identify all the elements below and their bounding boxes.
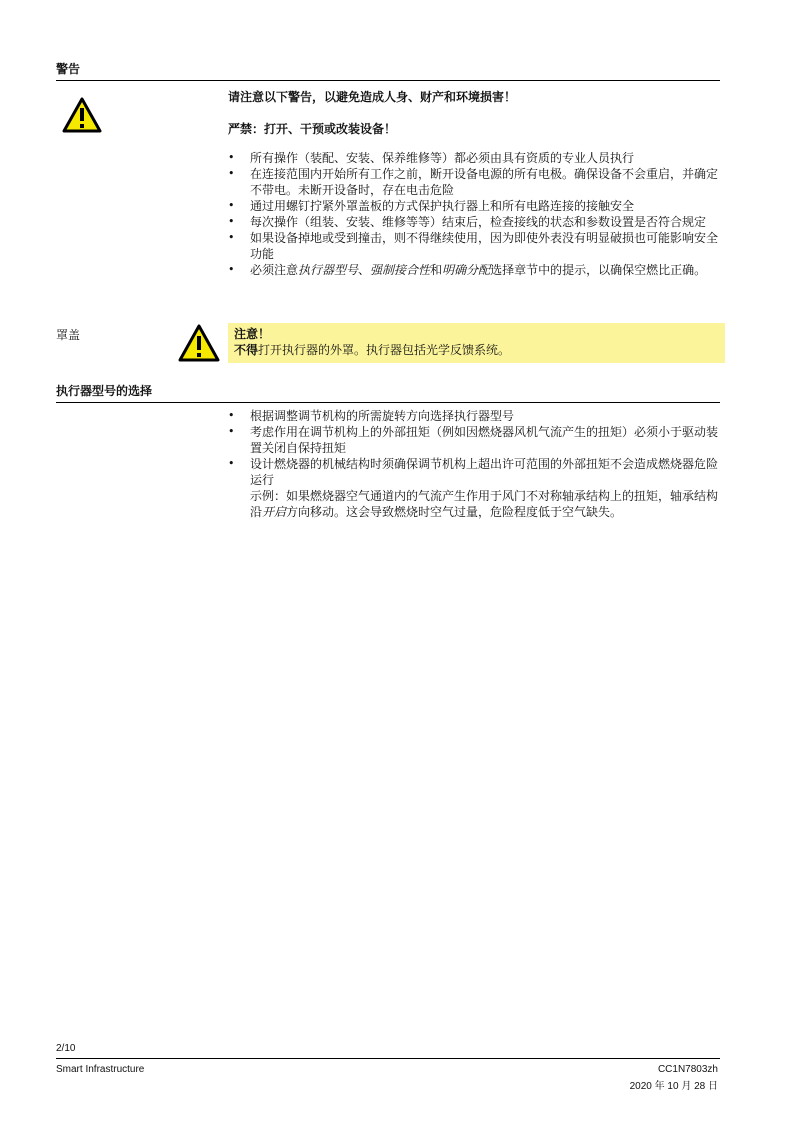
text-run: 选择章节中的提示，以确保空燃比正确。 xyxy=(490,263,707,277)
list-item xyxy=(228,262,718,278)
warning-triangle-icon xyxy=(62,97,102,133)
text-run: 设计燃烧器的机械结构时须确保调节机构上超出许可范围的外部扭矩不会造成燃烧器危险运行 xyxy=(250,457,719,487)
list-item: • 通过用螺钉拧紧外罩盖板的方式保护执行器上和所有电路连接的接触安全 xyxy=(228,198,718,214)
note-body: 打开执行器的外罩。执行器包括光学反馈系统。 xyxy=(258,343,511,357)
note-box xyxy=(228,323,725,363)
list-item: • 在连接范围内开始所有工作之前，断开设备电源的所有电极。确保设备不会重启，并确定不带电。未断开设备时，存在电击危险 xyxy=(228,166,718,198)
emphasis-forced-engagement: 强制接合性 xyxy=(370,263,431,277)
emphasis-actuator-type: 执行器型号 xyxy=(298,263,359,277)
text-run: 、 xyxy=(358,263,371,277)
selection-bullet-list xyxy=(228,408,718,520)
note-text xyxy=(234,342,719,358)
warning-bullet-list xyxy=(228,150,718,278)
warning-triangle-icon xyxy=(178,324,220,362)
section-heading-selection: 执行器型号的选择 xyxy=(56,382,720,403)
list-item: • 每次操作（组装、安装、维修等等）结束后，检查接线的状态和参数设置是否符合规定 xyxy=(228,214,718,230)
prohibited-notice: 严禁：打开、干预或改装设备！ xyxy=(228,122,397,136)
list-item: • 如果设备掉地或受到撞击，则不得继续使用，因为即使外表没有明显破损也可能影响安全功能 xyxy=(228,230,718,262)
list-item: • 考虑作用在调节机构上的外部扭矩（例如因燃烧器风机气流产生的扭矩）必须小于驱动装置关闭自保持扭矩 xyxy=(228,424,718,456)
document-date: 2020 年 10 月 28 日 xyxy=(629,1081,718,1092)
example-text: 方向移动。这会导致燃烧时空气过量，危险程度低于空气缺失。 xyxy=(286,505,623,519)
list-item xyxy=(228,456,718,520)
list-item: • 所有操作（装配、安装、保养维修等）都必须由具有资质的专业人员执行 xyxy=(228,150,718,166)
company-name: Smart Infrastructure xyxy=(56,1064,145,1075)
footer-divider xyxy=(56,1058,720,1059)
cover-label: 罩盖 xyxy=(56,328,81,342)
note-strong: 不得 xyxy=(234,343,259,357)
emphasis-open: 开启 xyxy=(262,505,287,519)
note-title: 注意！ xyxy=(234,327,271,341)
warning-intro: 请注意以下警告，以避免造成人身、财产和环境损害！ xyxy=(228,90,517,104)
section-heading-warning: 警告 xyxy=(56,60,720,81)
document-id: CC1N7803zh xyxy=(657,1064,718,1075)
text-run: 必须注意 xyxy=(250,263,299,277)
page-number: 2/10 xyxy=(56,1043,76,1054)
list-item: • 根据调整调节机构的所需旋转方向选择执行器型号 xyxy=(228,408,718,424)
example-text: 示例：如果燃烧器空气通道内的气流产生作用于风门不对称轴承结构上的扭矩，轴承结构沿 xyxy=(250,489,719,519)
text-run: 和 xyxy=(430,263,443,277)
emphasis-clear-assignment: 明确分配 xyxy=(442,263,491,277)
